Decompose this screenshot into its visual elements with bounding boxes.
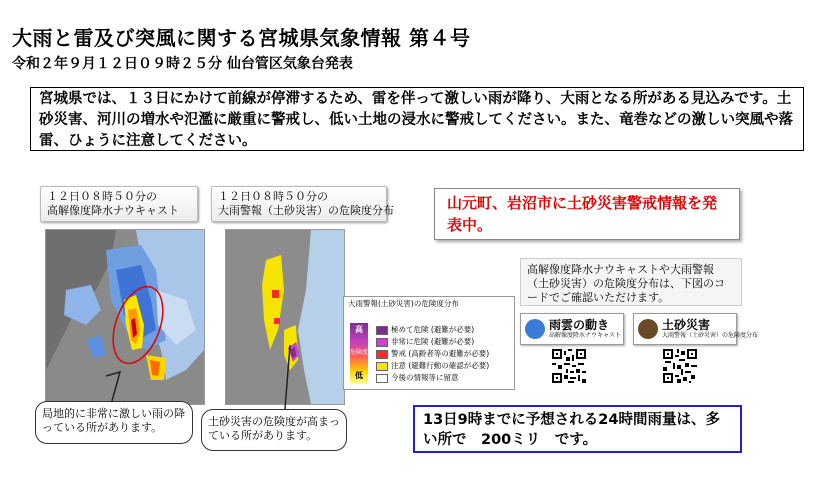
landslide-alert: 山元町、岩沼市に土砂災害警戒情報を発表中。 [434,188,740,240]
rain-cloud-subtitle: 高解像度降水ナウキャスト [549,332,622,339]
legend-swatch [376,362,388,371]
heavy-rain-callout: 局地的に非常に激しい雨の降っている所があります。 [35,401,193,444]
legend-swatch [376,326,388,335]
nowcast-caption-line1: １２日０８時５０分の [47,190,157,203]
landslide-link[interactable] [633,313,759,345]
risk-caption-line1: １２日０８時５０分の [218,190,328,203]
legend-gradient-high: 高 [355,325,363,334]
risk-caption-line2: 大雨警報（土砂災害）の危険度分布 [218,204,394,217]
cloud-icon [525,319,545,339]
nowcast-caption [40,186,198,222]
rainfall-forecast: 13日9時までに予想される24時間雨量は、多い所で 200ミリ です。 [413,405,742,453]
qr-code-nowcast[interactable] [552,349,586,383]
risk-legend [343,296,515,390]
legend-gradient-low: 低 [355,371,363,380]
legend-item [376,349,489,359]
legend-label: 極めて危険 (避難が必要) [391,325,475,334]
risk-map [225,229,345,405]
legend-label: 注意 (避難行動の確認が必要) [391,361,490,370]
qr-info-text: 高解像度降水ナウキャストや大雨警報（土砂災害）の危険度分布は、下図のコードでご確認いただけます。 [520,258,742,306]
legend-title: 大雨警報(土砂災害)の危険度分布 [348,299,459,308]
legend-gradient-bar [350,323,368,383]
legend-label: 今後の情報等に留意 [391,373,459,382]
risk-caption [211,186,394,222]
legend-item [376,373,459,383]
landslide-title: 土砂災害 [662,318,711,332]
legend-swatch [376,350,388,359]
rain-cloud-title: 雨雲の動き [549,318,610,332]
legend-item [376,325,474,335]
qr-code-landslide[interactable] [663,349,697,383]
rain-cloud-link[interactable] [520,313,624,345]
legend-swatch [376,338,388,347]
landslide-risk-callout: 土砂災害の危険度が高まっている所があります。 [201,409,347,451]
nowcast-map [45,229,205,405]
legend-item [376,337,474,347]
legend-label: 非常に危険 (避難が必要) [391,337,475,346]
legend-label: 警戒 (高齢者等の避難が必要) [391,349,490,358]
issue-datetime: 令和２年９月１２日０９時２５分 仙台管区気象台発表 [12,56,353,72]
page-title: 大雨と雷及び突風に関する宮城県気象情報 第４号 [12,26,471,50]
summary-text: 宮城県では、１３日にかけて前線が停滞するため、雷を伴って激しい雨が降り、大雨となる所がある見込みです。土砂災害、河川の増水や氾濫に厳重に警戒し、低い土地の浸水に警戒してください。また、竜巻などの激しい突風や落雷、ひょうに注意してください。 [30,87,804,151]
nowcast-caption-line2: 高解像度降水ナウキャスト [47,204,179,217]
landslide-subtitle: 大雨警報（土砂災害）の危険度分布 [662,332,759,339]
legend-gradient-mid: 危険度 [350,349,369,356]
legend-swatch [376,374,388,383]
legend-item [376,361,489,371]
landslide-icon [638,319,658,339]
